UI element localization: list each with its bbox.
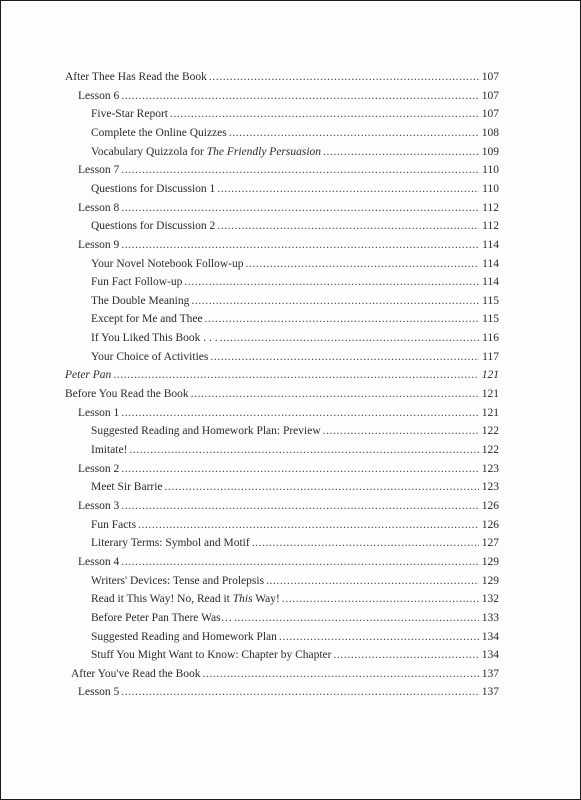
toc-entry-title-text: Your Choice of Activities bbox=[91, 350, 209, 363]
toc-page-number: 110 bbox=[482, 182, 499, 195]
dot-leader bbox=[217, 180, 479, 198]
toc-entry-title-text: Vocabulary Quizzola for bbox=[91, 145, 207, 158]
toc-page-number: 115 bbox=[482, 294, 499, 307]
toc-entry-title-text: Imitate! bbox=[91, 444, 128, 456]
toc-entry-title bbox=[91, 273, 182, 291]
toc-entry bbox=[91, 273, 499, 291]
toc-entry bbox=[91, 590, 499, 608]
toc-entry bbox=[91, 180, 499, 198]
dot-leader bbox=[113, 366, 479, 384]
toc-entry bbox=[78, 161, 499, 179]
toc-entry-title-text: Lesson 2 bbox=[78, 462, 120, 475]
toc-entry bbox=[91, 292, 499, 310]
toc-entry-title bbox=[91, 441, 127, 459]
toc-entry bbox=[78, 497, 499, 515]
toc-page-number: 133 bbox=[481, 611, 499, 624]
toc-entry-title-text: Lesson 6 bbox=[78, 89, 120, 102]
toc-entry bbox=[91, 329, 499, 347]
toc-entry bbox=[78, 460, 499, 478]
toc-entry bbox=[91, 609, 499, 627]
toc-page-number: 114 bbox=[482, 276, 499, 289]
toc-entry bbox=[91, 572, 499, 590]
toc-page-number: 127 bbox=[481, 537, 499, 550]
toc-entry bbox=[91, 628, 499, 646]
toc-entry bbox=[78, 236, 499, 254]
toc-entry-title-suffix: Way! bbox=[252, 593, 280, 606]
toc-page-number: 123 bbox=[481, 462, 499, 475]
toc-entry-title-text: Lesson 8 bbox=[78, 201, 120, 214]
toc-page-number: 126 bbox=[481, 518, 499, 531]
toc-entry bbox=[91, 478, 499, 496]
toc-entry-title-text: Meet Sir Barrie bbox=[91, 481, 163, 494]
dot-leader bbox=[121, 553, 479, 571]
toc-entry-title bbox=[91, 180, 215, 198]
dot-leader bbox=[333, 646, 479, 664]
toc-entry-title bbox=[65, 68, 207, 86]
toc-page-number: 121 bbox=[481, 388, 499, 401]
toc-page-number: 114 bbox=[482, 257, 499, 270]
toc-entry-title-text: Your Novel Notebook Follow-up bbox=[91, 257, 244, 270]
toc-entry bbox=[91, 516, 499, 534]
toc-page-number: 129 bbox=[481, 574, 499, 587]
toc-entry-title-text: Lesson 3 bbox=[78, 499, 120, 512]
toc-entry-title-text: Questions for Discussion 2 bbox=[91, 220, 216, 233]
toc-entry-title-text: Except for Me and Thee bbox=[91, 313, 203, 326]
toc-entry-title bbox=[91, 609, 232, 627]
toc-entry bbox=[91, 348, 499, 366]
dot-leader bbox=[121, 404, 479, 422]
toc-entry-title-text: Suggested Reading and Homework Plan: Preview bbox=[91, 425, 321, 438]
dot-leader bbox=[184, 273, 479, 291]
toc-entry-title-text: Questions for Discussion 1 bbox=[91, 182, 216, 195]
toc-page-number: 126 bbox=[481, 499, 499, 512]
toc-entry-title-text: Before Peter Pan There Was… bbox=[91, 611, 233, 624]
toc-page-number: 134 bbox=[481, 630, 499, 643]
toc-entry-title-text: Lesson 9 bbox=[78, 238, 120, 251]
dot-leader bbox=[121, 683, 479, 701]
toc-entry-title bbox=[91, 628, 277, 646]
dot-leader bbox=[282, 590, 479, 608]
toc-entry-title bbox=[91, 255, 244, 273]
toc-entry bbox=[91, 534, 499, 552]
dot-leader bbox=[234, 609, 479, 627]
toc-entry bbox=[91, 422, 499, 440]
toc-page-number: 115 bbox=[482, 313, 499, 326]
toc-entry bbox=[78, 87, 499, 105]
toc-entry-title-text: After You've Read the Book bbox=[71, 667, 201, 680]
toc-page-number: 112 bbox=[482, 220, 499, 233]
dot-leader bbox=[205, 310, 479, 328]
dot-leader bbox=[266, 572, 479, 590]
toc-entry-title bbox=[91, 590, 280, 608]
dot-leader bbox=[323, 143, 479, 161]
toc-page-number: 107 bbox=[481, 108, 499, 121]
toc-entry-title bbox=[91, 292, 189, 310]
dot-leader bbox=[121, 460, 479, 478]
dot-leader bbox=[170, 105, 479, 123]
toc-entry-title bbox=[78, 683, 119, 701]
toc-page-number: 110 bbox=[482, 164, 499, 177]
toc-entry-title bbox=[78, 553, 119, 571]
dot-leader bbox=[121, 199, 479, 217]
toc-entry-title bbox=[71, 665, 201, 683]
dot-leader bbox=[252, 534, 479, 552]
toc-entry-title-text: Stuff You Might Want to Know: Chapter by Chapter bbox=[91, 649, 332, 662]
dot-leader bbox=[121, 87, 479, 105]
toc-entry-title-italic: This bbox=[232, 593, 253, 606]
toc-page-number: 137 bbox=[481, 667, 499, 680]
toc-page-number: 116 bbox=[482, 332, 499, 345]
toc-entry bbox=[78, 404, 499, 422]
dot-leader bbox=[229, 124, 479, 142]
toc-entry-title-text: Before You Read the Book bbox=[65, 388, 189, 401]
toc-entry-title bbox=[78, 236, 119, 254]
toc-entry-title bbox=[78, 199, 119, 217]
toc-entry bbox=[91, 310, 499, 328]
toc-page-number: 107 bbox=[481, 89, 499, 102]
toc-entry-title bbox=[91, 572, 264, 590]
toc-entry-title bbox=[78, 161, 119, 179]
toc-entry-title-text: After Thee Has Read the Book bbox=[65, 71, 207, 83]
toc-entry-title bbox=[91, 422, 321, 440]
dot-leader bbox=[121, 497, 479, 515]
toc-entry-title-text: Read it This Way! No, Read it bbox=[91, 593, 233, 606]
toc-page-number: 109 bbox=[481, 145, 499, 158]
toc-entry-title bbox=[91, 217, 215, 235]
toc-page-number: 107 bbox=[481, 71, 499, 83]
toc-entry bbox=[78, 683, 499, 701]
dot-leader bbox=[220, 329, 479, 347]
toc-entry-title bbox=[91, 143, 321, 161]
dot-leader bbox=[191, 292, 479, 310]
toc-entry-title bbox=[91, 478, 163, 496]
toc-page-number: 114 bbox=[482, 238, 499, 251]
dot-leader bbox=[246, 255, 480, 273]
toc-page-number: 134 bbox=[481, 649, 499, 662]
toc-page-number: 122 bbox=[481, 444, 499, 456]
toc-entry-title-text: Suggested Reading and Homework Plan bbox=[91, 630, 277, 643]
toc-entry-title-italic: The Friendly Persuasion bbox=[206, 145, 322, 158]
toc-entry-title-text: Writers' Devices: Tense and Prolepsis bbox=[91, 574, 265, 587]
toc-entry-title bbox=[65, 366, 111, 384]
toc-entry-title-text: Fun Facts bbox=[91, 518, 137, 531]
toc-entry bbox=[91, 105, 499, 123]
dot-leader bbox=[191, 385, 479, 403]
toc-page-number: 122 bbox=[481, 425, 499, 438]
dot-leader bbox=[203, 665, 479, 683]
dot-leader bbox=[138, 516, 479, 534]
toc-page-number: 121 bbox=[481, 369, 499, 382]
toc-entry bbox=[91, 255, 499, 273]
toc-entry-title-text: The Double Meaning bbox=[91, 294, 190, 307]
dot-leader bbox=[129, 441, 479, 459]
dot-leader bbox=[165, 478, 479, 496]
dot-leader bbox=[279, 628, 479, 646]
toc-entry bbox=[65, 385, 499, 403]
toc-entry-title bbox=[78, 87, 119, 105]
dot-leader bbox=[121, 236, 479, 254]
toc-entry-title-text: Lesson 1 bbox=[78, 406, 120, 419]
toc-entry bbox=[65, 68, 499, 86]
toc-entry bbox=[91, 217, 499, 235]
toc-entry bbox=[65, 366, 499, 384]
toc-entry-title-text: Lesson 5 bbox=[78, 686, 120, 699]
dot-leader bbox=[217, 217, 479, 235]
toc-entry bbox=[78, 553, 499, 571]
toc-entry bbox=[91, 441, 499, 459]
toc-entry bbox=[78, 199, 499, 217]
toc-entry bbox=[91, 124, 499, 142]
toc-page-number: 121 bbox=[481, 406, 499, 419]
toc-entry-title-text: Fun Fact Follow-up bbox=[91, 276, 183, 289]
toc-entry-title-text: Lesson 7 bbox=[78, 164, 120, 177]
toc-entry-title bbox=[65, 385, 189, 403]
toc-entry-title-text: Complete the Online Quizzes bbox=[91, 126, 227, 139]
toc-entry-title bbox=[78, 460, 119, 478]
toc-entry bbox=[71, 665, 499, 683]
toc-entry-title bbox=[91, 348, 208, 366]
dot-leader bbox=[323, 422, 479, 440]
toc-page-number: 129 bbox=[481, 555, 499, 568]
dot-leader bbox=[209, 68, 479, 86]
toc-entry-title bbox=[91, 534, 250, 552]
toc-entry-title-text: Literary Terms: Symbol and Motif bbox=[91, 537, 250, 550]
toc-entry-title-text: If You Liked This Book . . . bbox=[91, 332, 218, 345]
dot-leader bbox=[121, 161, 479, 179]
toc-page-number: 108 bbox=[481, 126, 499, 139]
toc-entry-title bbox=[78, 497, 119, 515]
toc-entry-title-text: Lesson 4 bbox=[78, 555, 120, 568]
toc-entry-title bbox=[91, 646, 331, 664]
toc-entry-title bbox=[91, 329, 218, 347]
toc-page-number: 132 bbox=[481, 593, 499, 606]
toc-entry-title bbox=[91, 310, 203, 328]
toc-entry-title bbox=[78, 404, 119, 422]
toc-entry-title-text: Five-Star Report bbox=[91, 108, 168, 121]
toc-entry-title-text: Peter Pan bbox=[65, 369, 112, 382]
toc-entry bbox=[91, 143, 499, 161]
toc-entry-title bbox=[91, 105, 168, 123]
toc-page-number: 117 bbox=[482, 350, 499, 363]
toc-entry bbox=[91, 646, 499, 664]
toc-page-number: 123 bbox=[481, 481, 499, 494]
toc-page-number: 137 bbox=[481, 686, 499, 699]
toc-entry-title bbox=[91, 516, 136, 534]
dot-leader bbox=[210, 348, 479, 366]
toc-entry-title bbox=[91, 124, 227, 142]
toc-page-number: 112 bbox=[482, 201, 499, 214]
